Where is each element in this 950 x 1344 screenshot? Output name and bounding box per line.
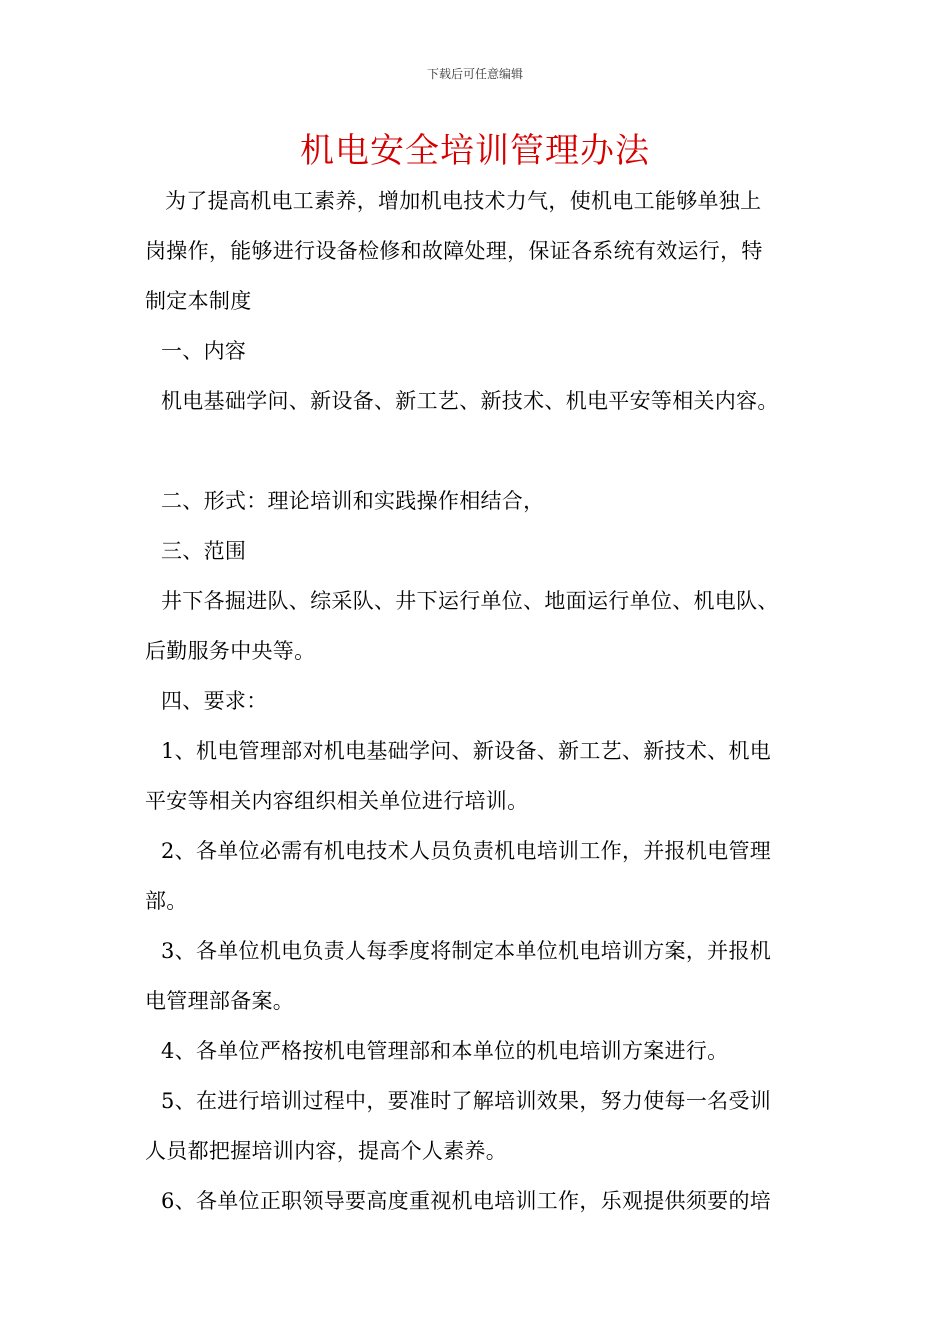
list-item-4: 4、各单位严格按机电管理部和本单位的机电培训方案进行。	[161, 1039, 729, 1063]
section-heading-requirements: 四、要求：	[161, 689, 268, 713]
list-item-3: 3、各单位机电负责人每季度将制定本单位机电培训方案，并报机	[161, 939, 772, 963]
section-heading-content: 一、内容	[161, 339, 247, 363]
blank-line	[145, 426, 810, 476]
list-item-1: 1、机电管理部对机电基础学问、新设备、新工艺、新技术、机电	[161, 739, 772, 763]
list-item-6: 6、各单位正职领导要高度重视机电培训工作，乐观提供须要的培	[161, 1189, 772, 1213]
list-item-2: 2、各单位必需有机电技术人员负责机电培训工作，并报机电管理	[161, 839, 772, 863]
paragraph-line: 为了提高机电工素养，增加机电技术力气，使机电工能够单独上	[165, 189, 762, 213]
list-item-5: 5、在进行培训过程中，要准时了解培训效果，努力使每一名受训	[161, 1089, 772, 1113]
list-item-3-cont: 电管理部备案。	[145, 989, 295, 1013]
list-item-2-cont: 部。	[145, 889, 188, 913]
paragraph-line: 后勤服务中央等。	[145, 639, 316, 663]
paragraph-line: 制定本制度	[145, 289, 252, 313]
list-item-1-cont: 平安等相关内容组织相关单位进行培训。	[145, 789, 529, 813]
document-title: 机电安全培训管理办法	[300, 131, 650, 171]
header-note: 下载后可任意编辑	[426, 67, 523, 81]
list-item-5-cont: 人员都把握培训内容，提高个人素养。	[145, 1139, 508, 1163]
section-heading-scope: 三、范围	[161, 539, 247, 563]
section-heading-form: 二、形式：理论培训和实践操作相结合，	[161, 489, 545, 513]
paragraph-line: 机电基础学问、新设备、新工艺、新技术、机电平安等相关内容。	[161, 389, 779, 413]
document-body	[145, 176, 810, 1226]
paragraph-line: 岗操作，能够进行设备检修和故障处理，保证各系统有效运行，特	[145, 239, 763, 263]
paragraph-line: 井下各掘进队、综采队、井下运行单位、地面运行单位、机电队、	[161, 589, 779, 613]
